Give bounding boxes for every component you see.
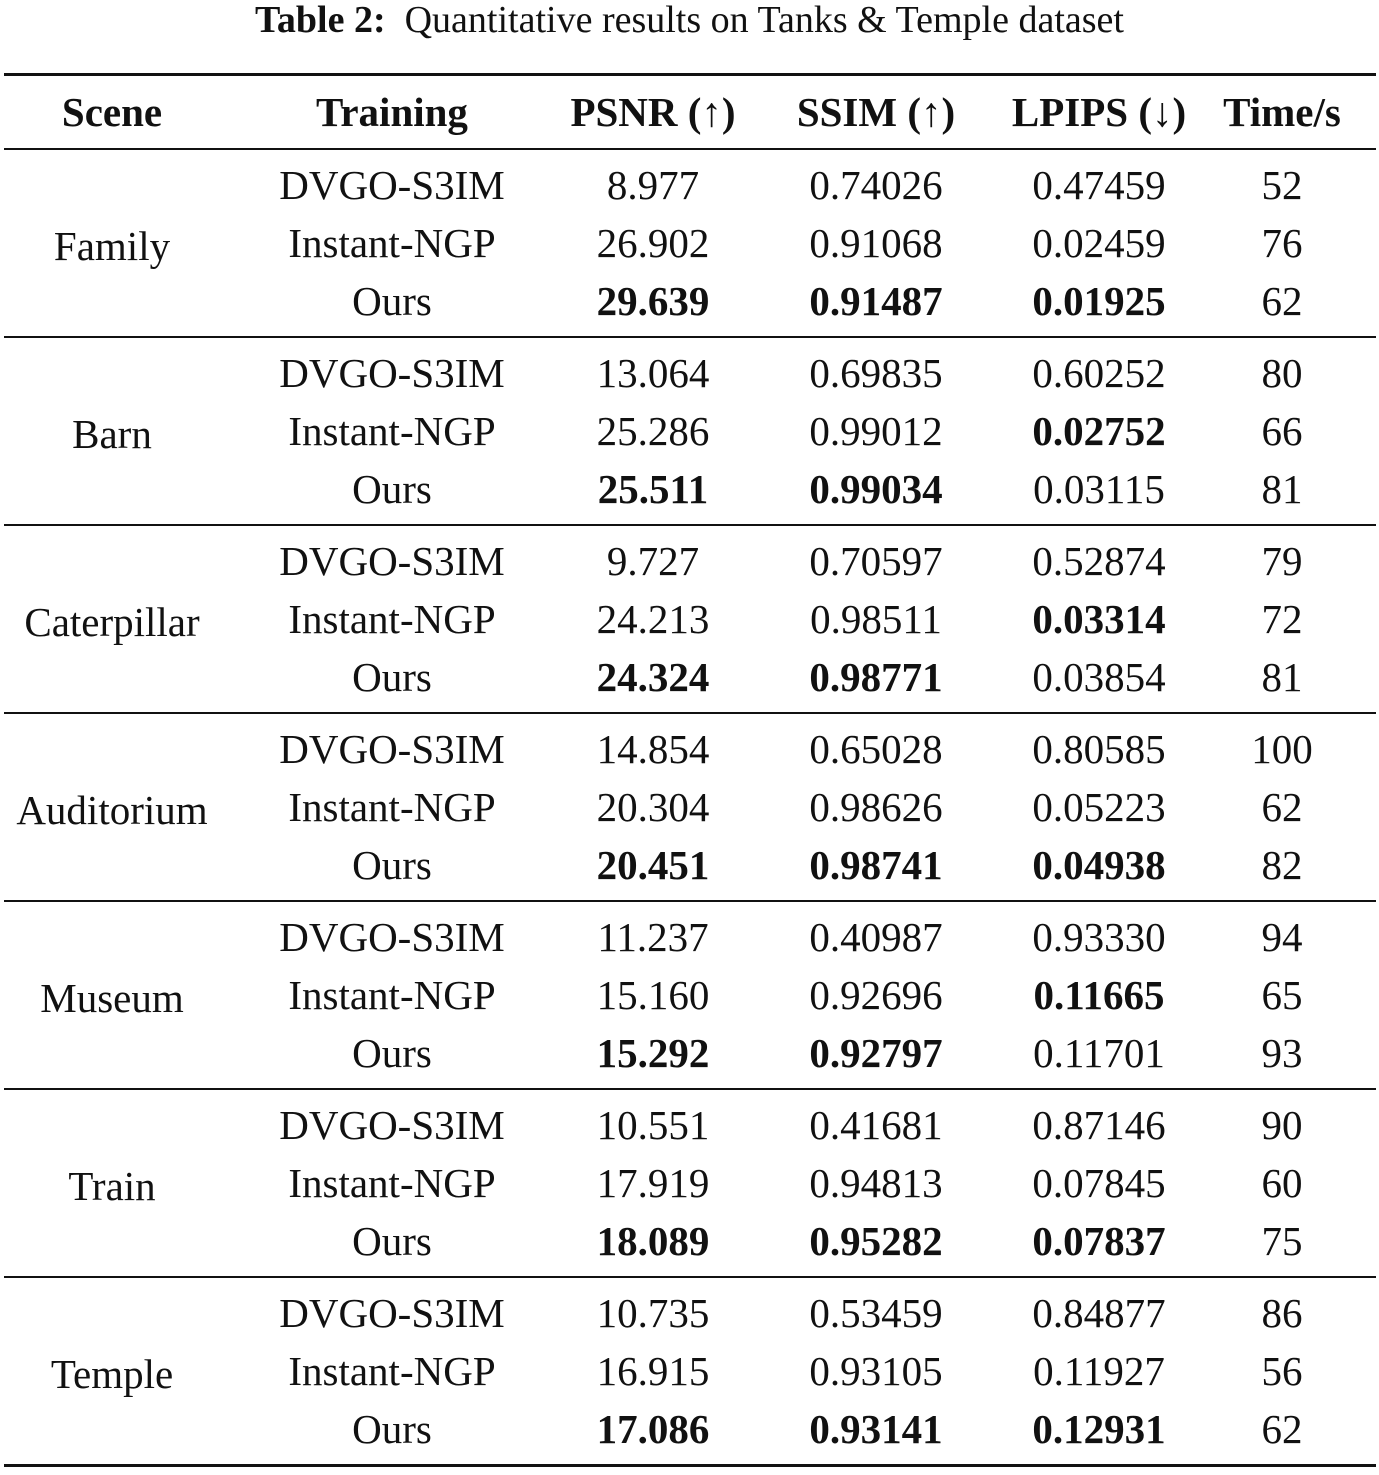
psnr-cell: 24.213 — [596, 596, 710, 642]
training-cell: Instant-NGP — [288, 596, 496, 642]
time-cell: 60 — [1261, 1160, 1303, 1206]
ssim-cell: 0.98771 — [742, 648, 1010, 713]
time-cell: 62 — [1188, 272, 1376, 337]
training-cell: Instant-NGP — [288, 1348, 496, 1394]
psnr-cell: 25.511 — [564, 460, 742, 525]
table-header — [4, 75, 1376, 150]
header-training: Training — [220, 75, 564, 150]
training-cell: Ours — [220, 1212, 564, 1277]
lpips-cell: 0.04938 — [1010, 836, 1188, 901]
table-caption — [0, 0, 1379, 44]
psnr-cell: 25.286 — [596, 408, 710, 454]
table-row — [4, 149, 1376, 214]
time-cell: 76 — [1261, 220, 1303, 266]
lpips-cell: 0.07845 — [1032, 1160, 1166, 1206]
time-cell: 90 — [1261, 1102, 1303, 1148]
table-row — [4, 1089, 1376, 1154]
training-cell: Instant-NGP — [288, 972, 496, 1018]
psnr-cell: 13.064 — [596, 350, 710, 396]
scene-cell: Auditorium — [4, 713, 220, 901]
scene-cell: Temple — [4, 1277, 220, 1466]
lpips-cell: 0.11665 — [1033, 972, 1165, 1018]
time-cell: 93 — [1188, 1024, 1376, 1089]
time-cell: 56 — [1261, 1348, 1303, 1394]
training-cell: DVGO-S3IM — [279, 162, 505, 208]
table-body — [4, 149, 1376, 1466]
training-cell: DVGO-S3IM — [279, 538, 505, 584]
lpips-cell: 0.12931 — [1010, 1400, 1188, 1466]
header-psnr: PSNR (↑) — [564, 75, 742, 150]
table-caption-label: Table 2: — [255, 0, 386, 41]
training-cell: Instant-NGP — [288, 220, 496, 266]
lpips-cell: 0.03115 — [1010, 460, 1188, 525]
lpips-cell: 0.11927 — [1033, 1348, 1165, 1394]
table-row — [4, 337, 1376, 402]
time-cell: 72 — [1261, 596, 1303, 642]
training-cell: Ours — [220, 1400, 564, 1466]
psnr-cell: 17.086 — [564, 1400, 742, 1466]
psnr-cell: 15.292 — [564, 1024, 742, 1089]
training-cell: Instant-NGP — [288, 408, 496, 454]
scene-cell: Caterpillar — [4, 525, 220, 713]
ssim-cell: 0.98626 — [809, 784, 943, 830]
time-cell: 81 — [1188, 648, 1376, 713]
ssim-cell: 0.74026 — [809, 162, 943, 208]
time-cell: 80 — [1261, 350, 1303, 396]
ssim-cell: 0.70597 — [809, 538, 943, 584]
time-cell: 66 — [1261, 408, 1303, 454]
time-cell: 65 — [1261, 972, 1303, 1018]
time-cell: 94 — [1261, 914, 1303, 960]
table-row — [4, 525, 1376, 590]
lpips-cell: 0.03314 — [1032, 596, 1166, 642]
scene-cell: Museum — [4, 901, 220, 1089]
time-cell: 75 — [1188, 1212, 1376, 1277]
scene-cell: Family — [4, 149, 220, 337]
lpips-cell: 0.60252 — [1032, 350, 1166, 396]
training-cell: Ours — [220, 836, 564, 901]
table-row — [4, 713, 1376, 778]
lpips-cell: 0.47459 — [1032, 162, 1166, 208]
psnr-cell: 24.324 — [564, 648, 742, 713]
lpips-cell: 0.02459 — [1032, 220, 1166, 266]
psnr-cell: 17.919 — [596, 1160, 710, 1206]
lpips-cell: 0.02752 — [1032, 408, 1166, 454]
ssim-cell: 0.95282 — [742, 1212, 1010, 1277]
header-lpips: LPIPS (↓) — [1010, 75, 1188, 150]
psnr-cell: 26.902 — [596, 220, 710, 266]
ssim-cell: 0.53459 — [809, 1290, 943, 1336]
ssim-cell: 0.91068 — [809, 220, 943, 266]
lpips-cell: 0.03854 — [1010, 648, 1188, 713]
table-row — [4, 901, 1376, 966]
ssim-cell: 0.69835 — [809, 350, 943, 396]
ssim-cell: 0.91487 — [742, 272, 1010, 337]
time-cell: 79 — [1261, 538, 1303, 584]
psnr-cell: 10.735 — [596, 1290, 710, 1336]
header-row — [4, 75, 1376, 150]
training-cell: Ours — [220, 272, 564, 337]
ssim-cell: 0.98741 — [742, 836, 1010, 901]
ssim-cell: 0.93141 — [742, 1400, 1010, 1466]
ssim-cell: 0.92797 — [742, 1024, 1010, 1089]
psnr-cell: 9.727 — [606, 538, 700, 584]
psnr-cell: 20.304 — [596, 784, 710, 830]
training-cell: DVGO-S3IM — [279, 726, 505, 772]
time-cell: 86 — [1261, 1290, 1303, 1336]
ssim-cell: 0.92696 — [809, 972, 943, 1018]
lpips-cell: 0.01925 — [1010, 272, 1188, 337]
ssim-cell: 0.98511 — [810, 596, 942, 642]
header-scene: Scene — [4, 75, 220, 150]
lpips-cell: 0.87146 — [1032, 1102, 1166, 1148]
training-cell: Ours — [220, 1024, 564, 1089]
training-cell: Instant-NGP — [288, 1160, 496, 1206]
psnr-cell: 20.451 — [564, 836, 742, 901]
psnr-cell: 15.160 — [596, 972, 710, 1018]
training-cell: DVGO-S3IM — [279, 350, 505, 396]
lpips-cell: 0.11701 — [1010, 1024, 1188, 1089]
psnr-cell: 16.915 — [596, 1348, 710, 1394]
psnr-cell: 29.639 — [564, 272, 742, 337]
ssim-cell: 0.93105 — [809, 1348, 943, 1394]
psnr-cell: 18.089 — [564, 1212, 742, 1277]
scene-cell: Train — [4, 1089, 220, 1277]
psnr-cell: 14.854 — [596, 726, 710, 772]
ssim-cell: 0.99034 — [742, 460, 1010, 525]
ssim-cell: 0.40987 — [809, 914, 943, 960]
scene-cell: Barn — [4, 337, 220, 525]
ssim-cell: 0.65028 — [809, 726, 943, 772]
psnr-cell: 11.237 — [597, 914, 709, 960]
time-cell: 62 — [1188, 1400, 1376, 1466]
time-cell: 52 — [1261, 162, 1303, 208]
time-cell: 62 — [1261, 784, 1303, 830]
lpips-cell: 0.84877 — [1032, 1290, 1166, 1336]
lpips-cell: 0.05223 — [1032, 784, 1166, 830]
lpips-cell: 0.80585 — [1032, 726, 1166, 772]
header-time: Time/s — [1188, 75, 1376, 150]
psnr-cell: 8.977 — [606, 162, 700, 208]
time-cell: 81 — [1188, 460, 1376, 525]
psnr-cell: 10.551 — [596, 1102, 710, 1148]
training-cell: Ours — [220, 460, 564, 525]
time-cell: 100 — [1251, 726, 1313, 772]
table-caption-text: Quantitative results on Tanks & Temple dataset — [404, 0, 1124, 41]
lpips-cell: 0.52874 — [1032, 538, 1166, 584]
training-cell: DVGO-S3IM — [279, 914, 505, 960]
header-ssim: SSIM (↑) — [742, 75, 1010, 150]
training-cell: DVGO-S3IM — [279, 1290, 505, 1336]
lpips-cell: 0.93330 — [1032, 914, 1166, 960]
ssim-cell: 0.99012 — [809, 408, 943, 454]
training-cell: Ours — [220, 648, 564, 713]
results-table — [4, 73, 1376, 1467]
lpips-cell: 0.07837 — [1010, 1212, 1188, 1277]
table-row — [4, 1277, 1376, 1342]
time-cell: 82 — [1188, 836, 1376, 901]
ssim-cell: 0.41681 — [809, 1102, 943, 1148]
training-cell: Instant-NGP — [288, 784, 496, 830]
training-cell: DVGO-S3IM — [279, 1102, 505, 1148]
ssim-cell: 0.94813 — [809, 1160, 943, 1206]
